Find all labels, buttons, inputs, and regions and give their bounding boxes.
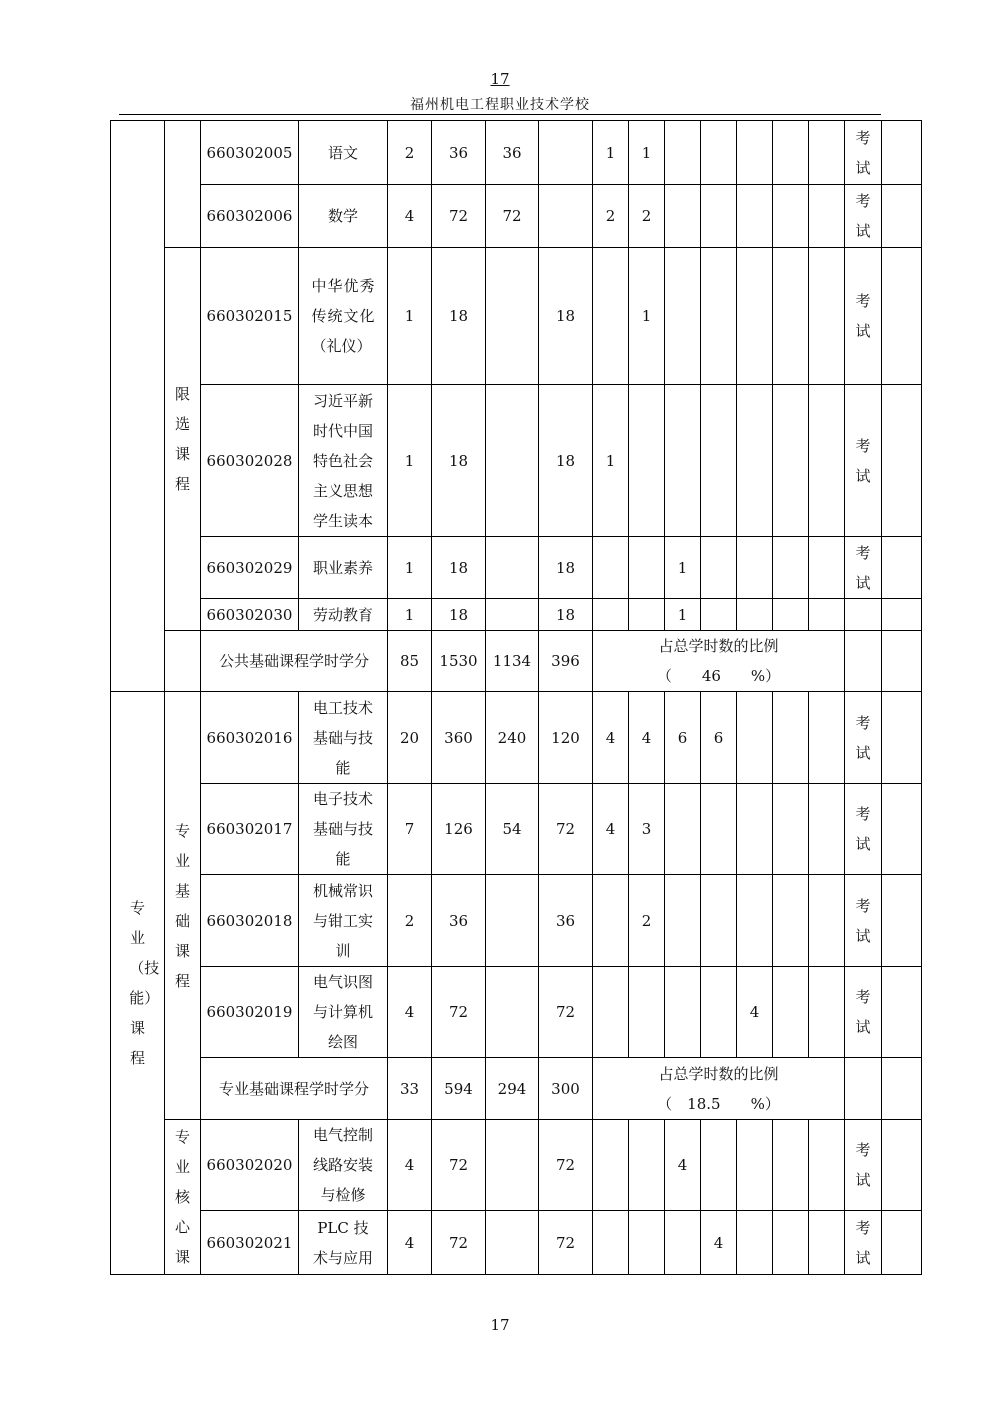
credits: 4	[388, 1120, 432, 1211]
subcategory-cell-required	[165, 121, 201, 248]
sem5	[737, 692, 773, 784]
sem6	[773, 121, 809, 185]
subtotal-practice: 396	[539, 631, 593, 692]
table-row	[111, 185, 922, 248]
course-code: 660302019	[201, 967, 299, 1058]
sem2	[629, 599, 665, 631]
remarks	[882, 248, 922, 385]
sem4	[701, 248, 737, 385]
sem4	[701, 875, 737, 967]
course-name: 电子技术基础与技能	[299, 784, 388, 875]
credits: 4	[388, 1211, 432, 1275]
credits: 1	[388, 248, 432, 385]
sem2	[629, 385, 665, 537]
sem1: 2	[593, 185, 629, 248]
remarks	[882, 1058, 922, 1120]
exam-type: 考试	[845, 875, 882, 967]
theory-hours	[486, 967, 539, 1058]
course-code: 660302006	[201, 185, 299, 248]
extra	[809, 875, 845, 967]
total-hours: 360	[432, 692, 486, 784]
total-hours: 72	[432, 967, 486, 1058]
sem2: 2	[629, 185, 665, 248]
extra	[809, 121, 845, 185]
credits: 1	[388, 385, 432, 537]
extra	[809, 967, 845, 1058]
remarks	[882, 1120, 922, 1211]
sem1	[593, 537, 629, 599]
practice-hours: 72	[539, 784, 593, 875]
practice-hours: 72	[539, 1211, 593, 1275]
table-row	[111, 967, 922, 1058]
extra	[809, 185, 845, 248]
sem5	[737, 784, 773, 875]
sem3: 1	[665, 599, 701, 631]
remarks	[882, 967, 922, 1058]
practice-hours: 18	[539, 537, 593, 599]
sem6	[773, 692, 809, 784]
course-code: 660302020	[201, 1120, 299, 1211]
exam-type: 考试	[845, 385, 882, 537]
total-hours: 36	[432, 875, 486, 967]
sem2: 4	[629, 692, 665, 784]
subtotal-theory: 1134	[486, 631, 539, 692]
subtotal-hours: 1530	[432, 631, 486, 692]
remarks	[845, 631, 882, 692]
sem6	[773, 185, 809, 248]
sem3	[665, 185, 701, 248]
course-code: 660302028	[201, 385, 299, 537]
sem4	[701, 537, 737, 599]
sem4: 4	[701, 1211, 737, 1275]
subtotal-theory: 294	[486, 1058, 539, 1120]
remarks	[882, 875, 922, 967]
remarks	[845, 1058, 882, 1120]
sem3	[665, 875, 701, 967]
sem1	[593, 875, 629, 967]
extra	[809, 1211, 845, 1275]
course-code: 660302017	[201, 784, 299, 875]
credits: 2	[388, 875, 432, 967]
sem1: 1	[593, 385, 629, 537]
credits: 1	[388, 537, 432, 599]
sem3: 1	[665, 537, 701, 599]
remarks	[882, 692, 922, 784]
credits: 7	[388, 784, 432, 875]
total-hours: 18	[432, 248, 486, 385]
course-code: 660302016	[201, 692, 299, 784]
theory-hours	[486, 599, 539, 631]
subtotal-credits: 33	[388, 1058, 432, 1120]
sem6	[773, 248, 809, 385]
total-hours: 18	[432, 385, 486, 537]
subtotal-ratio: 占总学时数的比例 （ 46 %）	[593, 631, 845, 692]
sem5	[737, 1211, 773, 1275]
header-school-name: 福州机电工程职业技术学校	[410, 97, 590, 113]
total-hours: 72	[432, 1211, 486, 1275]
table-row	[111, 537, 922, 599]
practice-hours: 18	[539, 385, 593, 537]
course-name: 职业素养	[299, 537, 388, 599]
course-name: 语文	[299, 121, 388, 185]
theory-hours: 72	[486, 185, 539, 248]
header-page-number: 17	[490, 70, 510, 88]
subtotal-ratio: 占总学时数的比例 （ 18.5 %）	[593, 1058, 845, 1120]
sem5	[737, 1120, 773, 1211]
theory-hours	[486, 1211, 539, 1275]
extra	[809, 248, 845, 385]
credits: 1	[388, 599, 432, 631]
exam-type: 考试	[845, 185, 882, 248]
exam-type: 考试	[845, 967, 882, 1058]
sem6	[773, 875, 809, 967]
sem1: 4	[593, 784, 629, 875]
category-cell-public	[111, 121, 165, 692]
course-name: 中华优秀传统文化（礼仪）	[299, 248, 388, 385]
sem4	[701, 784, 737, 875]
remarks	[882, 537, 922, 599]
total-hours: 72	[432, 185, 486, 248]
theory-hours: 36	[486, 121, 539, 185]
sem4	[701, 599, 737, 631]
remarks	[882, 385, 922, 537]
subtotal-practice: 300	[539, 1058, 593, 1120]
theory-hours	[486, 248, 539, 385]
subcategory-cell-limited: 限选课程	[165, 248, 201, 631]
course-name: 电工技术基础与技能	[299, 692, 388, 784]
subtotal-blank	[165, 631, 201, 692]
practice-hours: 18	[539, 599, 593, 631]
sem1	[593, 248, 629, 385]
sem3: 6	[665, 692, 701, 784]
total-hours: 18	[432, 537, 486, 599]
sem3: 4	[665, 1120, 701, 1211]
sem5	[737, 121, 773, 185]
practice-hours: 120	[539, 692, 593, 784]
extra	[809, 537, 845, 599]
sem2	[629, 1120, 665, 1211]
table-row	[111, 1120, 922, 1211]
course-name: 劳动教育	[299, 599, 388, 631]
sem6	[773, 537, 809, 599]
sem4	[701, 121, 737, 185]
total-hours: 72	[432, 1120, 486, 1211]
subcategory-cell-major-basic: 专业基础课程	[165, 692, 201, 1120]
sem4: 6	[701, 692, 737, 784]
sem1	[593, 1211, 629, 1275]
theory-hours: 240	[486, 692, 539, 784]
total-hours: 36	[432, 121, 486, 185]
table-row	[111, 784, 922, 875]
remarks	[882, 1211, 922, 1275]
table-row	[111, 599, 922, 631]
total-hours: 18	[432, 599, 486, 631]
credits: 20	[388, 692, 432, 784]
extra	[809, 1120, 845, 1211]
category-cell-major: 专业（技能）课程	[111, 692, 165, 1275]
practice-hours: 18	[539, 248, 593, 385]
table-row	[111, 875, 922, 967]
sem4	[701, 185, 737, 248]
table-row	[111, 692, 922, 784]
subtotal-row	[111, 631, 922, 692]
sem2: 1	[629, 121, 665, 185]
sem1	[593, 1120, 629, 1211]
credits: 4	[388, 185, 432, 248]
subtotal-credits: 85	[388, 631, 432, 692]
subcategory-cell-major-core: 专业核心课	[165, 1120, 201, 1275]
sem6	[773, 1211, 809, 1275]
credits: 2	[388, 121, 432, 185]
course-code: 660302021	[201, 1211, 299, 1275]
sem6	[773, 1120, 809, 1211]
course-code: 660302030	[201, 599, 299, 631]
sem4	[701, 967, 737, 1058]
sem3	[665, 385, 701, 537]
exam-type: 考试	[845, 537, 882, 599]
remarks	[882, 599, 922, 631]
extra	[809, 692, 845, 784]
course-name: 电气识图与计算机绘图	[299, 967, 388, 1058]
course-name: 数学	[299, 185, 388, 248]
exam-type: 考试	[845, 1211, 882, 1275]
theory-hours	[486, 1120, 539, 1211]
sem6	[773, 784, 809, 875]
remarks	[882, 784, 922, 875]
subtotal-label: 专业基础课程学时学分	[201, 1058, 388, 1120]
sem2: 1	[629, 248, 665, 385]
theory-hours	[486, 537, 539, 599]
practice-hours	[539, 121, 593, 185]
exam-type: 考试	[845, 121, 882, 185]
exam-type: 考试	[845, 784, 882, 875]
course-name: 机械常识与钳工实训	[299, 875, 388, 967]
sem6	[773, 967, 809, 1058]
course-code: 660302029	[201, 537, 299, 599]
sem4	[701, 1120, 737, 1211]
exam-type: 考试	[845, 692, 882, 784]
table-row	[111, 248, 922, 385]
theory-hours	[486, 385, 539, 537]
extra	[809, 599, 845, 631]
curriculum-table	[110, 120, 922, 1275]
theory-hours: 54	[486, 784, 539, 875]
sem5	[737, 875, 773, 967]
sem5: 4	[737, 967, 773, 1058]
sem2: 2	[629, 875, 665, 967]
sem4	[701, 385, 737, 537]
footer-page-number: 17	[490, 1316, 510, 1334]
sem5	[737, 185, 773, 248]
header-rule	[119, 114, 881, 115]
practice-hours: 36	[539, 875, 593, 967]
sem5	[737, 248, 773, 385]
exam-type: 考试	[845, 1120, 882, 1211]
sem5	[737, 537, 773, 599]
course-name: 电气控制线路安装与检修	[299, 1120, 388, 1211]
table-row	[111, 1211, 922, 1275]
sem3	[665, 967, 701, 1058]
sem3	[665, 121, 701, 185]
credits: 4	[388, 967, 432, 1058]
sem3	[665, 1211, 701, 1275]
sem5	[737, 385, 773, 537]
practice-hours: 72	[539, 967, 593, 1058]
sem2	[629, 537, 665, 599]
practice-hours: 72	[539, 1120, 593, 1211]
sem1: 4	[593, 692, 629, 784]
sem2	[629, 967, 665, 1058]
remarks	[882, 185, 922, 248]
sem2	[629, 1211, 665, 1275]
sem6	[773, 599, 809, 631]
extra	[809, 784, 845, 875]
sem3	[665, 248, 701, 385]
subtotal-hours: 594	[432, 1058, 486, 1120]
table-row	[111, 121, 922, 185]
table-row	[111, 385, 922, 537]
exam-type: 考试	[845, 248, 882, 385]
course-code: 660302018	[201, 875, 299, 967]
course-code: 660302015	[201, 248, 299, 385]
sem5	[737, 599, 773, 631]
sem6	[773, 385, 809, 537]
sem3	[665, 784, 701, 875]
sem2: 3	[629, 784, 665, 875]
course-name: PLC 技术与应用	[299, 1211, 388, 1275]
total-hours: 126	[432, 784, 486, 875]
remarks	[882, 631, 922, 692]
course-code: 660302005	[201, 121, 299, 185]
subtotal-row	[111, 1058, 922, 1120]
extra	[809, 385, 845, 537]
subtotal-label: 公共基础课程学时学分	[201, 631, 388, 692]
course-name: 习近平新时代中国特色社会主义思想学生读本	[299, 385, 388, 537]
practice-hours	[539, 185, 593, 248]
sem1	[593, 599, 629, 631]
remarks	[882, 121, 922, 185]
sem1	[593, 967, 629, 1058]
theory-hours	[486, 875, 539, 967]
sem1: 1	[593, 121, 629, 185]
exam-type	[845, 599, 882, 631]
